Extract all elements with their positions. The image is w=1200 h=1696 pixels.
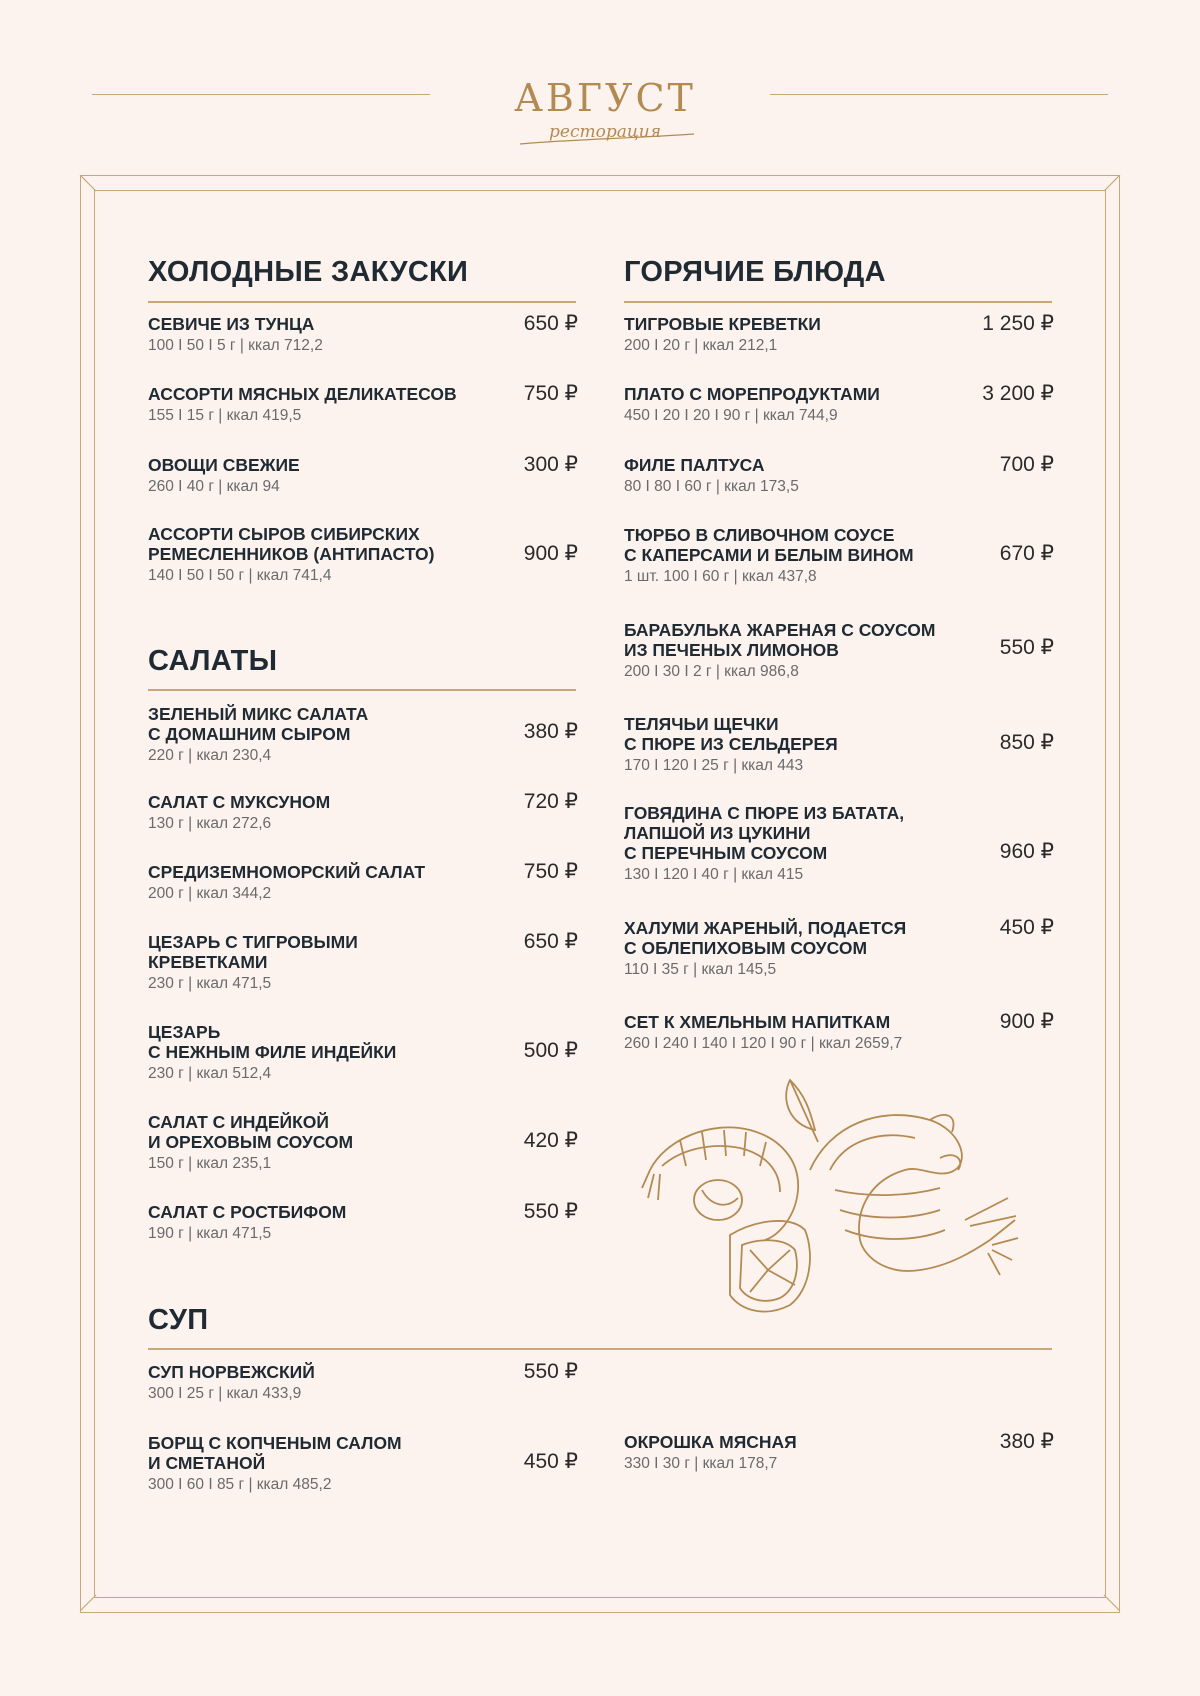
item-meta: 260 I 240 I 140 I 120 I 90 г | ккал 2659,7 xyxy=(624,1035,903,1052)
item-meta: 155 I 15 г | ккал 419,5 xyxy=(148,407,302,424)
item-meta: 260 I 40 г | ккал 94 xyxy=(148,478,280,495)
section-title-cold: ХОЛОДНЫЕ ЗАКУСКИ xyxy=(148,256,469,288)
item-name: ОКРОШКА МЯСНАЯ xyxy=(624,1432,797,1452)
menu-item xyxy=(148,314,578,357)
logo-subtitle: ресторация xyxy=(549,122,661,142)
logo-title: АВГУСТ xyxy=(514,76,696,120)
menu-item xyxy=(148,932,578,995)
item-price: 3 200 ₽ xyxy=(982,382,1054,405)
menu-item xyxy=(624,455,1054,498)
frame-corner-icon xyxy=(78,173,98,193)
shrimp-lemon-illustration xyxy=(640,1070,1020,1330)
item-meta: 130 г | ккал 272,6 xyxy=(148,815,272,832)
menu-item xyxy=(624,803,1054,886)
section-rule xyxy=(148,689,576,691)
menu-item xyxy=(148,1022,578,1085)
item-price: 380 ₽ xyxy=(999,1430,1054,1453)
item-meta: 450 I 20 I 20 I 90 г | ккал 744,9 xyxy=(624,407,838,424)
item-price: 380 ₽ xyxy=(523,720,578,743)
item-price: 960 ₽ xyxy=(999,840,1054,863)
menu-item xyxy=(148,1362,578,1405)
item-meta: 300 I 60 I 85 г | ккал 485,2 xyxy=(148,1476,332,1493)
item-name: ПЛАТО С МОРЕПРОДУКТАМИ xyxy=(624,384,880,404)
menu-item xyxy=(624,620,1054,683)
menu-item xyxy=(148,384,578,427)
item-price: 750 ₽ xyxy=(523,382,578,405)
item-name: ОВОЩИ СВЕЖИЕ xyxy=(148,455,300,475)
item-name: ФИЛЕ ПАЛТУСА xyxy=(624,455,765,475)
item-meta: 230 г | ккал 512,4 xyxy=(148,1065,272,1082)
item-name: ЦЕЗАРЬ С ТИГРОВЫМИ КРЕВЕТКАМИ xyxy=(148,932,358,972)
item-name: СЕТ К ХМЕЛЬНЫМ НАПИТКАМ xyxy=(624,1012,891,1032)
menu-item xyxy=(624,314,1054,357)
item-name: ГОВЯДИНА С ПЮРЕ ИЗ БАТАТА, ЛАПШОЙ ИЗ ЦУКИНИ С ПЕРЕЧНЫМ СОУСОМ xyxy=(624,803,905,863)
item-price: 700 ₽ xyxy=(999,453,1054,476)
restaurant-logo xyxy=(500,70,710,154)
item-price: 550 ₽ xyxy=(999,636,1054,659)
item-meta: 100 I 50 I 5 г | ккал 712,2 xyxy=(148,337,323,354)
item-meta: 150 г | ккал 235,1 xyxy=(148,1155,272,1172)
menu-item xyxy=(148,704,578,767)
header-rule-right xyxy=(770,94,1108,95)
section-rule xyxy=(148,301,576,303)
item-price: 450 ₽ xyxy=(999,916,1054,939)
item-name: САЛАТ С МУКСУНОМ xyxy=(148,792,331,812)
item-price: 670 ₽ xyxy=(999,542,1054,565)
frame-corner-icon xyxy=(1102,1593,1122,1613)
item-name: ЗЕЛЕНЫЙ МИКС САЛАТА С ДОМАШНИМ СЫРОМ xyxy=(148,704,369,744)
section-rule xyxy=(624,301,1052,303)
section-title-salads: САЛАТЫ xyxy=(148,645,278,677)
item-meta: 230 г | ккал 471,5 xyxy=(148,975,272,992)
item-price: 1 250 ₽ xyxy=(982,312,1054,335)
item-price: 650 ₽ xyxy=(523,930,578,953)
item-price: 900 ₽ xyxy=(999,1010,1054,1033)
item-price: 900 ₽ xyxy=(523,542,578,565)
item-name: ХАЛУМИ ЖАРЕНЫЙ, ПОДАЕТСЯ С ОБЛЕПИХОВЫМ СОУСОМ xyxy=(624,918,907,958)
section-title-hot: ГОРЯЧИЕ БЛЮДА xyxy=(624,256,886,288)
item-name: СУП НОРВЕЖСКИЙ xyxy=(148,1362,315,1382)
item-price: 500 ₽ xyxy=(523,1039,578,1062)
item-name: ЦЕЗАРЬ С НЕЖНЫМ ФИЛЕ ИНДЕЙКИ xyxy=(148,1022,397,1062)
frame-corner-icon xyxy=(1102,173,1122,193)
item-meta: 170 I 120 I 25 г | ккал 443 xyxy=(624,757,804,774)
section-title-soup: СУП xyxy=(148,1304,209,1336)
menu-item xyxy=(624,918,1054,981)
menu-item xyxy=(148,1202,578,1245)
item-meta: 130 I 120 I 40 г | ккал 415 xyxy=(624,866,804,883)
item-price: 850 ₽ xyxy=(999,731,1054,754)
item-price: 750 ₽ xyxy=(523,860,578,883)
item-price: 550 ₽ xyxy=(523,1200,578,1223)
item-name: САЛАТ С РОСТБИФОМ xyxy=(148,1202,347,1222)
menu-item xyxy=(148,1112,578,1175)
header-rule-left xyxy=(92,94,430,95)
menu-item xyxy=(148,1433,578,1496)
item-name: БАРАБУЛЬКА ЖАРЕНАЯ С СОУСОМ ИЗ ПЕЧЕНЫХ ЛИМОНОВ xyxy=(624,620,936,660)
menu-item xyxy=(624,525,1054,588)
item-meta: 200 I 20 г | ккал 212,1 xyxy=(624,337,778,354)
item-meta: 80 I 80 I 60 г | ккал 173,5 xyxy=(624,478,799,495)
menu-item xyxy=(624,1012,1054,1055)
item-name: СЕВИЧЕ ИЗ ТУНЦА xyxy=(148,314,315,334)
item-meta: 110 I 35 г | ккал 145,5 xyxy=(624,961,777,978)
item-name: ТИГРОВЫЕ КРЕВЕТКИ xyxy=(624,314,821,334)
menu-item xyxy=(624,384,1054,427)
menu-item xyxy=(624,714,1054,777)
item-price: 720 ₽ xyxy=(523,790,578,813)
item-meta: 190 г | ккал 471,5 xyxy=(148,1225,272,1242)
menu-item xyxy=(624,1432,1054,1475)
item-price: 420 ₽ xyxy=(523,1129,578,1152)
item-name: СРЕДИЗЕМНОМОРСКИЙ САЛАТ xyxy=(148,862,426,882)
menu-item xyxy=(148,455,578,498)
item-name: САЛАТ С ИНДЕЙКОЙ И ОРЕХОВЫМ СОУСОМ xyxy=(148,1112,354,1152)
item-name: ТЮРБО В СЛИВОЧНОМ СОУСЕ С КАПЕРСАМИ И БЕЛЫМ ВИНОМ xyxy=(624,525,914,565)
item-price: 650 ₽ xyxy=(523,312,578,335)
item-meta: 200 г | ккал 344,2 xyxy=(148,885,272,902)
item-name: ТЕЛЯЧЬИ ЩЕЧКИ С ПЮРЕ ИЗ СЕЛЬДЕРЕЯ xyxy=(624,714,838,754)
item-meta: 200 I 30 I 2 г | ккал 986,8 xyxy=(624,663,799,680)
item-meta: 220 г | ккал 230,4 xyxy=(148,747,272,764)
logo-flourish-icon xyxy=(518,130,698,150)
item-price: 550 ₽ xyxy=(523,1360,578,1383)
item-name: АССОРТИ СЫРОВ СИБИРСКИХ РЕМЕСЛЕННИКОВ (АНТИПАСТО) xyxy=(148,524,435,564)
item-meta: 1 шт. 100 I 60 г | ккал 437,8 xyxy=(624,568,817,585)
item-price: 300 ₽ xyxy=(523,453,578,476)
menu-item xyxy=(148,792,578,835)
menu-item xyxy=(148,524,578,587)
section-rule xyxy=(148,1348,1052,1350)
item-meta: 330 I 30 г | ккал 178,7 xyxy=(624,1455,778,1472)
item-name: БОРЩ С КОПЧЕНЫМ САЛОМ И СМЕТАНОЙ xyxy=(148,1433,402,1473)
item-name: АССОРТИ МЯСНЫХ ДЕЛИКАТЕСОВ xyxy=(148,384,457,404)
item-price: 450 ₽ xyxy=(523,1450,578,1473)
item-meta: 300 I 25 г | ккал 433,9 xyxy=(148,1385,302,1402)
frame-corner-icon xyxy=(78,1593,98,1613)
menu-item xyxy=(148,862,578,905)
item-meta: 140 I 50 I 50 г | ккал 741,4 xyxy=(148,567,332,584)
